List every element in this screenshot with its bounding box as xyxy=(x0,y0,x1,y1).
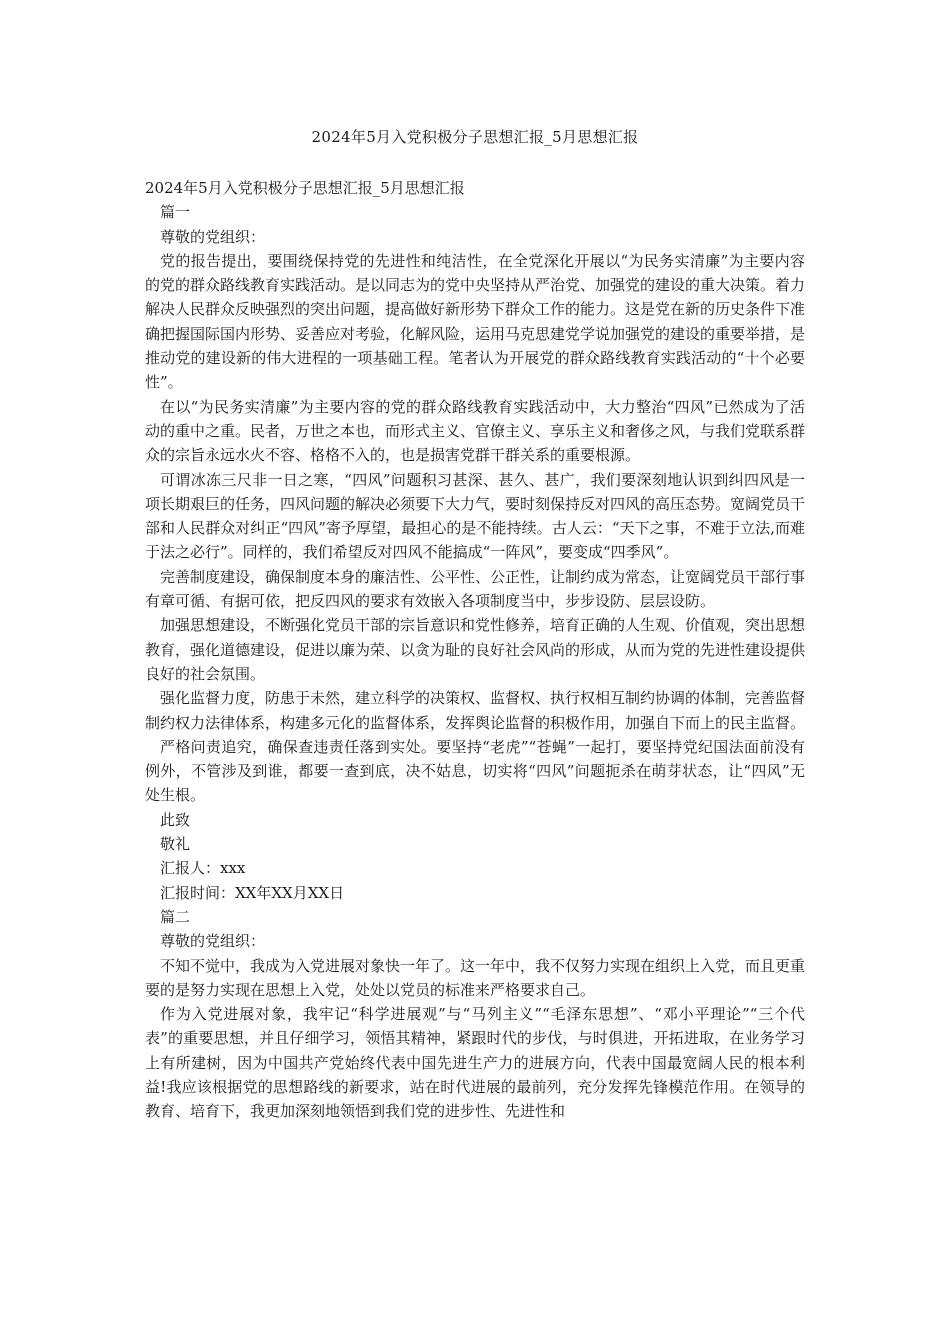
body-paragraph: 严格问责追究，确保查违责任落到实处。要坚持“老虎”“苍蝇”一起打，要坚持党纪国法面前没有例外，不管涉及到谁，都要一查到底，决不姑息，切实将“四风”问题扼杀在萌芽状态，让“四风”无处生根。 xyxy=(145,737,805,805)
body-paragraph: 不知不觉中，我成为入党进展对象快一年了。这一年中，我不仅努力实现在组织上入党，而且更重要的是努力实现在思想上入党，处处以党员的标准来严格要求自己。 xyxy=(145,956,806,999)
page-title: 2024年5月入党积极分子思想汇报_5月思想汇报 xyxy=(311,128,639,146)
report-date-line: 汇报时间：XX年XX月XX日 xyxy=(160,883,345,902)
closing-line: 敬礼 xyxy=(160,835,191,854)
closing-line: 此致 xyxy=(160,810,191,829)
body-paragraph: 党的报告提出，要围绕保持党的先进性和纯洁性，在全党深化开展以“为民务实清廉”为主要内容的党的群众路线教育实践活动。是以同志为的党中央坚持从严治党、加强党的建设的重大决策。着力解决人民群众反映强烈的突出问题，提高做好新形势下群众工作的能力。这是党在新的历史条件下准确把握国际国内形势、妥善应对考验，化解风险，运用马克思建党学说加强党的建设的重要举措，是推动党的建设新的伟大进程的一项基础工程。笔者认为开展党的群众路线教育实践活动的“十个必要性”。 xyxy=(145,251,806,392)
salutation: 尊敬的党组织： xyxy=(160,227,266,246)
body-paragraph: 完善制度建设，确保制度本身的廉洁性、公平性、公正性，让制约成为常态，让宽阔党员干部行事有章可循、有据可依，把反四风的要求有效嵌入各项制度当中，步步设防、层层设防。 xyxy=(145,567,806,611)
body-paragraph: 作为入党进展对象，我牢记“科学进展观”与“马列主义”“毛泽东思想”、“邓小平理论”“三个代表”的重要思想，并且仔细学习，领悟其精神，紧跟时代的步伐，与时俱进，开拓进取，在业务学习上有所建树，因为中国共产党始终代表中国先进生产力的进展方向，代表中国最宽阔人民的根本利益!我应该根据党的思想路线的新要求，站在时代进展的最前列，充分发挥先锋模范作用。在领导的教育、培育下，我更加深刻地领悟到我们党的进步性、先进性和 xyxy=(145,1005,805,1121)
body-paragraph: 加强思想建设，不断强化党员干部的宗旨意识和党性修养，培育正确的人生观、价值观，突出思想教育，强化道德建设，促进以廉为荣、以贪为耻的良好社会风尚的形成，从而为党的先进性建设提供良好的社会氛围。 xyxy=(145,616,806,683)
body-paragraph: 强化监督力度，防患于未然，建立科学的决策权、监督权、执行权相互制约协调的体制，完善监督制约权力法律体系，构建多元化的监督体系，发挥舆论监督的积极作用，加强自下而上的民主监督。 xyxy=(145,689,806,732)
body-paragraph: 在以“为民务实清廉”为主要内容的党的群众路线教育实践活动中，大力整治“四风”已然成为了活动的重中之重。民者，万世之本也，而形式主义、官僚主义、享乐主义和奢侈之风，与我们党联系群众的宗旨永远水火不容、格格不入的，也是损害党群干群关系的重要根源。 xyxy=(145,397,806,465)
section-label: 篇二 xyxy=(160,907,191,926)
document-body xyxy=(145,176,805,1124)
document-heading: 2024年5月入党积极分子思想汇报_5月思想汇报 xyxy=(145,179,465,197)
reporter-line: 汇报人：xxx xyxy=(160,859,246,878)
section-label: 篇一 xyxy=(160,203,191,222)
body-paragraph: 可谓冰冻三尺非一日之寒，“四风”问题积习甚深、甚久、甚广，我们要深刻地认识到纠四风是一项长期艰巨的任务，四风问题的解决必须要下大力气，要时刻保持反对四风的高压态势。宽阔党员干部和人民群众对纠正“四风”寄予厚望，最担心的是不能持续。古人云：“天下之事，不难于立法,而难于法之必行”。同样的，我们希望反对四风不能搞成“一阵风”，要变成“四季风”。 xyxy=(145,470,806,562)
salutation: 尊敬的党组织： xyxy=(160,932,266,951)
